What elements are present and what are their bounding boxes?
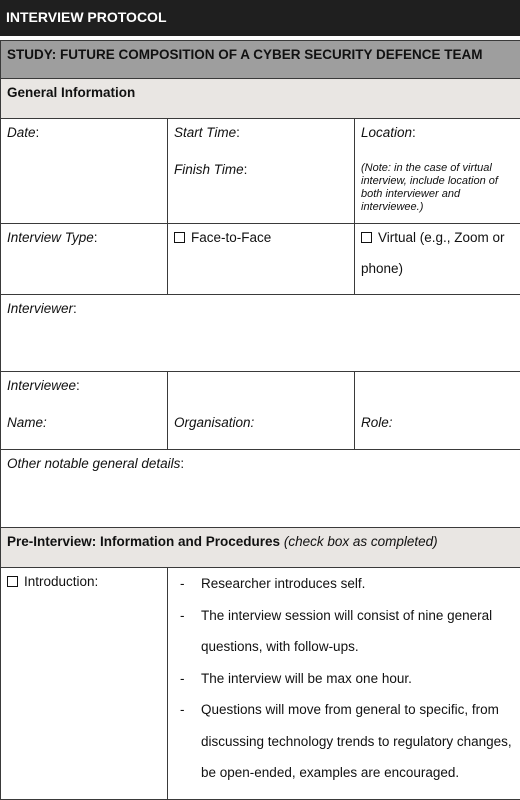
virtual-label-a: Virtual (e.g., Zoom or (378, 230, 505, 245)
general-heading-row (1, 79, 520, 119)
other-details-row (1, 450, 520, 528)
list-item: - Researcher introduces self. (174, 568, 514, 600)
protocol-table (0, 40, 520, 800)
finish-time-line: Finish Time: (174, 162, 348, 177)
location-note: (Note: in the case of virtual interview, include location of both interviewer and interviewee.) (361, 162, 514, 214)
interview-type-cell: Interview Type: (1, 224, 168, 295)
pre-interview-hint: (check box as completed) (284, 534, 438, 549)
face-to-face-checkbox[interactable] (174, 232, 185, 243)
interview-type-row (1, 224, 520, 295)
list-item: - The interview will be max one hour. (174, 663, 514, 695)
face-to-face-label: Face-to-Face (191, 230, 271, 245)
virtual-label-b: phone) (361, 261, 514, 276)
introduction-checkbox[interactable] (7, 576, 18, 587)
introduction-steps-cell (168, 568, 520, 800)
date-label: Date (7, 125, 36, 140)
interviewee-row (1, 372, 520, 450)
start-time-label: Start Time (174, 125, 236, 140)
location-cell[interactable]: Location: (Note: in the case of virtual interview, include location of both interviewer and interviewee.) (355, 119, 520, 224)
face-to-face-cell[interactable] (168, 224, 355, 295)
study-row (1, 41, 520, 79)
datetime-row (1, 119, 520, 224)
name-label: Name: (7, 415, 161, 430)
time-cell[interactable]: Start Time: Finish Time: (168, 119, 355, 224)
interviewer-label: Interviewer (7, 301, 73, 316)
finish-time-label: Finish Time (174, 162, 244, 177)
virtual-cell[interactable] (355, 224, 520, 295)
other-details-cell[interactable]: Other notable general details: (1, 450, 520, 528)
list-item: - Questions will move from general to specific, from discussing technology trends to regulatory changes, be open-ended, examples are encouraged. (174, 694, 514, 789)
pre-interview-heading (1, 528, 520, 568)
introduction-steps (174, 568, 514, 789)
introduction-row (1, 568, 520, 800)
study-title: STUDY: FUTURE COMPOSITION OF A CYBER SECURITY DEFENCE TEAM (1, 41, 520, 79)
organisation-label: Organisation: (174, 415, 254, 430)
interviewer-row (1, 295, 520, 372)
role-label: Role: (361, 415, 393, 430)
role-cell[interactable] (355, 372, 520, 450)
pre-interview-title: Pre-Interview: Information and Procedures (7, 534, 280, 549)
general-info-heading: General Information (1, 79, 520, 119)
introduction-cell[interactable] (1, 568, 168, 800)
document-title: INTERVIEW PROTOCOL (0, 0, 520, 36)
pre-interview-heading-row (1, 528, 520, 568)
date-cell[interactable]: Date: (1, 119, 168, 224)
introduction-label: Introduction: (24, 574, 98, 589)
list-item: - The interview session will consist of nine general questions, with follow-ups. (174, 600, 514, 663)
interviewee-label: Interviewee (7, 378, 76, 393)
interviewer-cell[interactable]: Interviewer: (1, 295, 520, 372)
interview-type-label: Interview Type (7, 230, 94, 245)
virtual-checkbox[interactable] (361, 232, 372, 243)
organisation-cell[interactable] (168, 372, 355, 450)
location-label: Location (361, 125, 412, 140)
interviewee-name-cell[interactable]: Interviewee: Name: (1, 372, 168, 450)
other-details-label: Other notable general details (7, 456, 180, 471)
